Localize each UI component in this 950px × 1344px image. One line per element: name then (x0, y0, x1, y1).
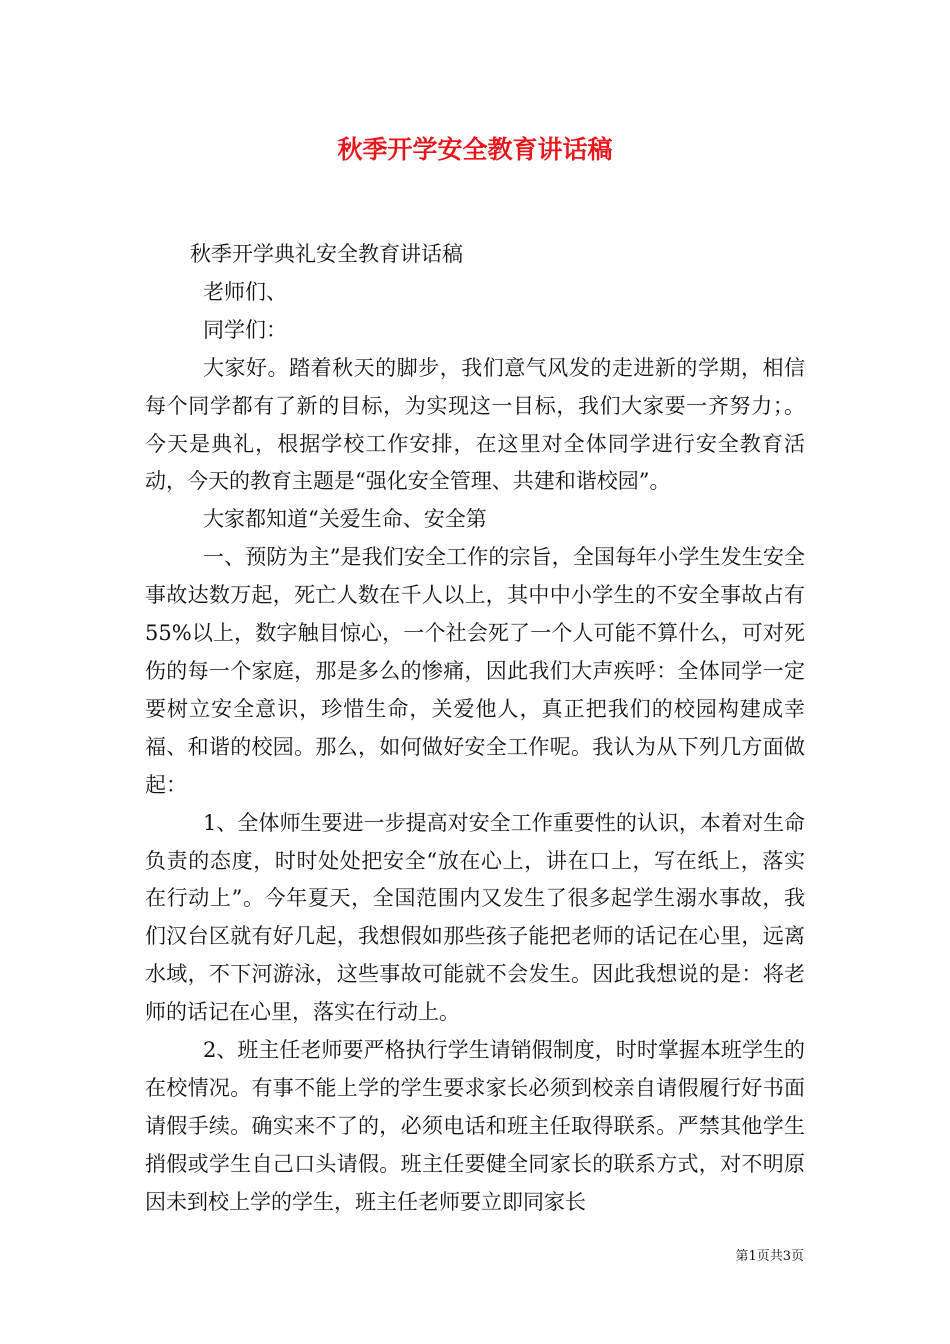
paragraph-salutation-students: 同学们： (203, 317, 287, 342)
document-body (145, 236, 805, 1222)
paragraph-point-2: 2、班主任老师要严格执行学生请销假制度，时时掌握本班学生的在校情况。有事不能上学的学生要求家长必须到校亲自请假履行好书面请假手续。确实来不了的，必须电话和班主任取得联系。严禁其他学生捎假或学生自己口头请假。班主任要健全同家长的联系方式，对不明原因未到校上学的学生，班主任老师要立即同家长 (145, 1038, 805, 1214)
paragraph-point-1: 1、全体师生要进一步提高对安全工作重要性的认识，本着对生命负责的态度，时时处处把安全“放在心上，讲在口上，写在纸上，落实在行动上”。今年夏天，全国范围内又发生了很多起学生溺水事故，我们汉台区就有好几起，我想假如那些孩子能把老师的话记在心里，远离水域，不下河游泳，这些事故可能就不会发生。因此我想说的是：将老师的话记在心里，落实在行动上。 (145, 810, 805, 1025)
paragraph-greeting: 大家好。踏着秋天的脚步，我们意气风发的走进新的学期，相信每个同学都有了新的目标，为实现这一目标，我们大家要一齐努力；。今天是典礼，根据学校工作安排，在这里对全体同学进行安全教育活动，今天的教育主题是“强化安全管理、共建和谐校园”。 (145, 355, 805, 494)
paragraph-motto-start: 大家都知道“关爱生命、安全第 (203, 507, 487, 532)
paragraph-salutation-teachers: 老师们、 (203, 279, 287, 304)
paragraph-prevention: 一、预防为主”是我们安全工作的宗旨，全国每年小学生发生安全事故达数万起，死亡人数在千人以上，其中中小学生的不安全事故占有55%以上，数字触目惊心，一个社会死了一个人可能不算什么，可对死伤的每一个家庭，那是多么的惨痛，因此我们大声疾呼：全体同学一定要树立安全意识，珍惜生命，关爱他人，真正把我们的校园构建成幸福、和谐的校园。那么，如何做好安全工作呢。我认为从下列几方面做起： (145, 545, 805, 797)
page-number: 第1页共3页 (735, 1249, 804, 1264)
paragraph-subtitle: 秋季开学典礼安全教育讲话稿 (190, 242, 463, 266)
document-title: 秋季开学安全教育讲话稿 (337, 135, 613, 164)
